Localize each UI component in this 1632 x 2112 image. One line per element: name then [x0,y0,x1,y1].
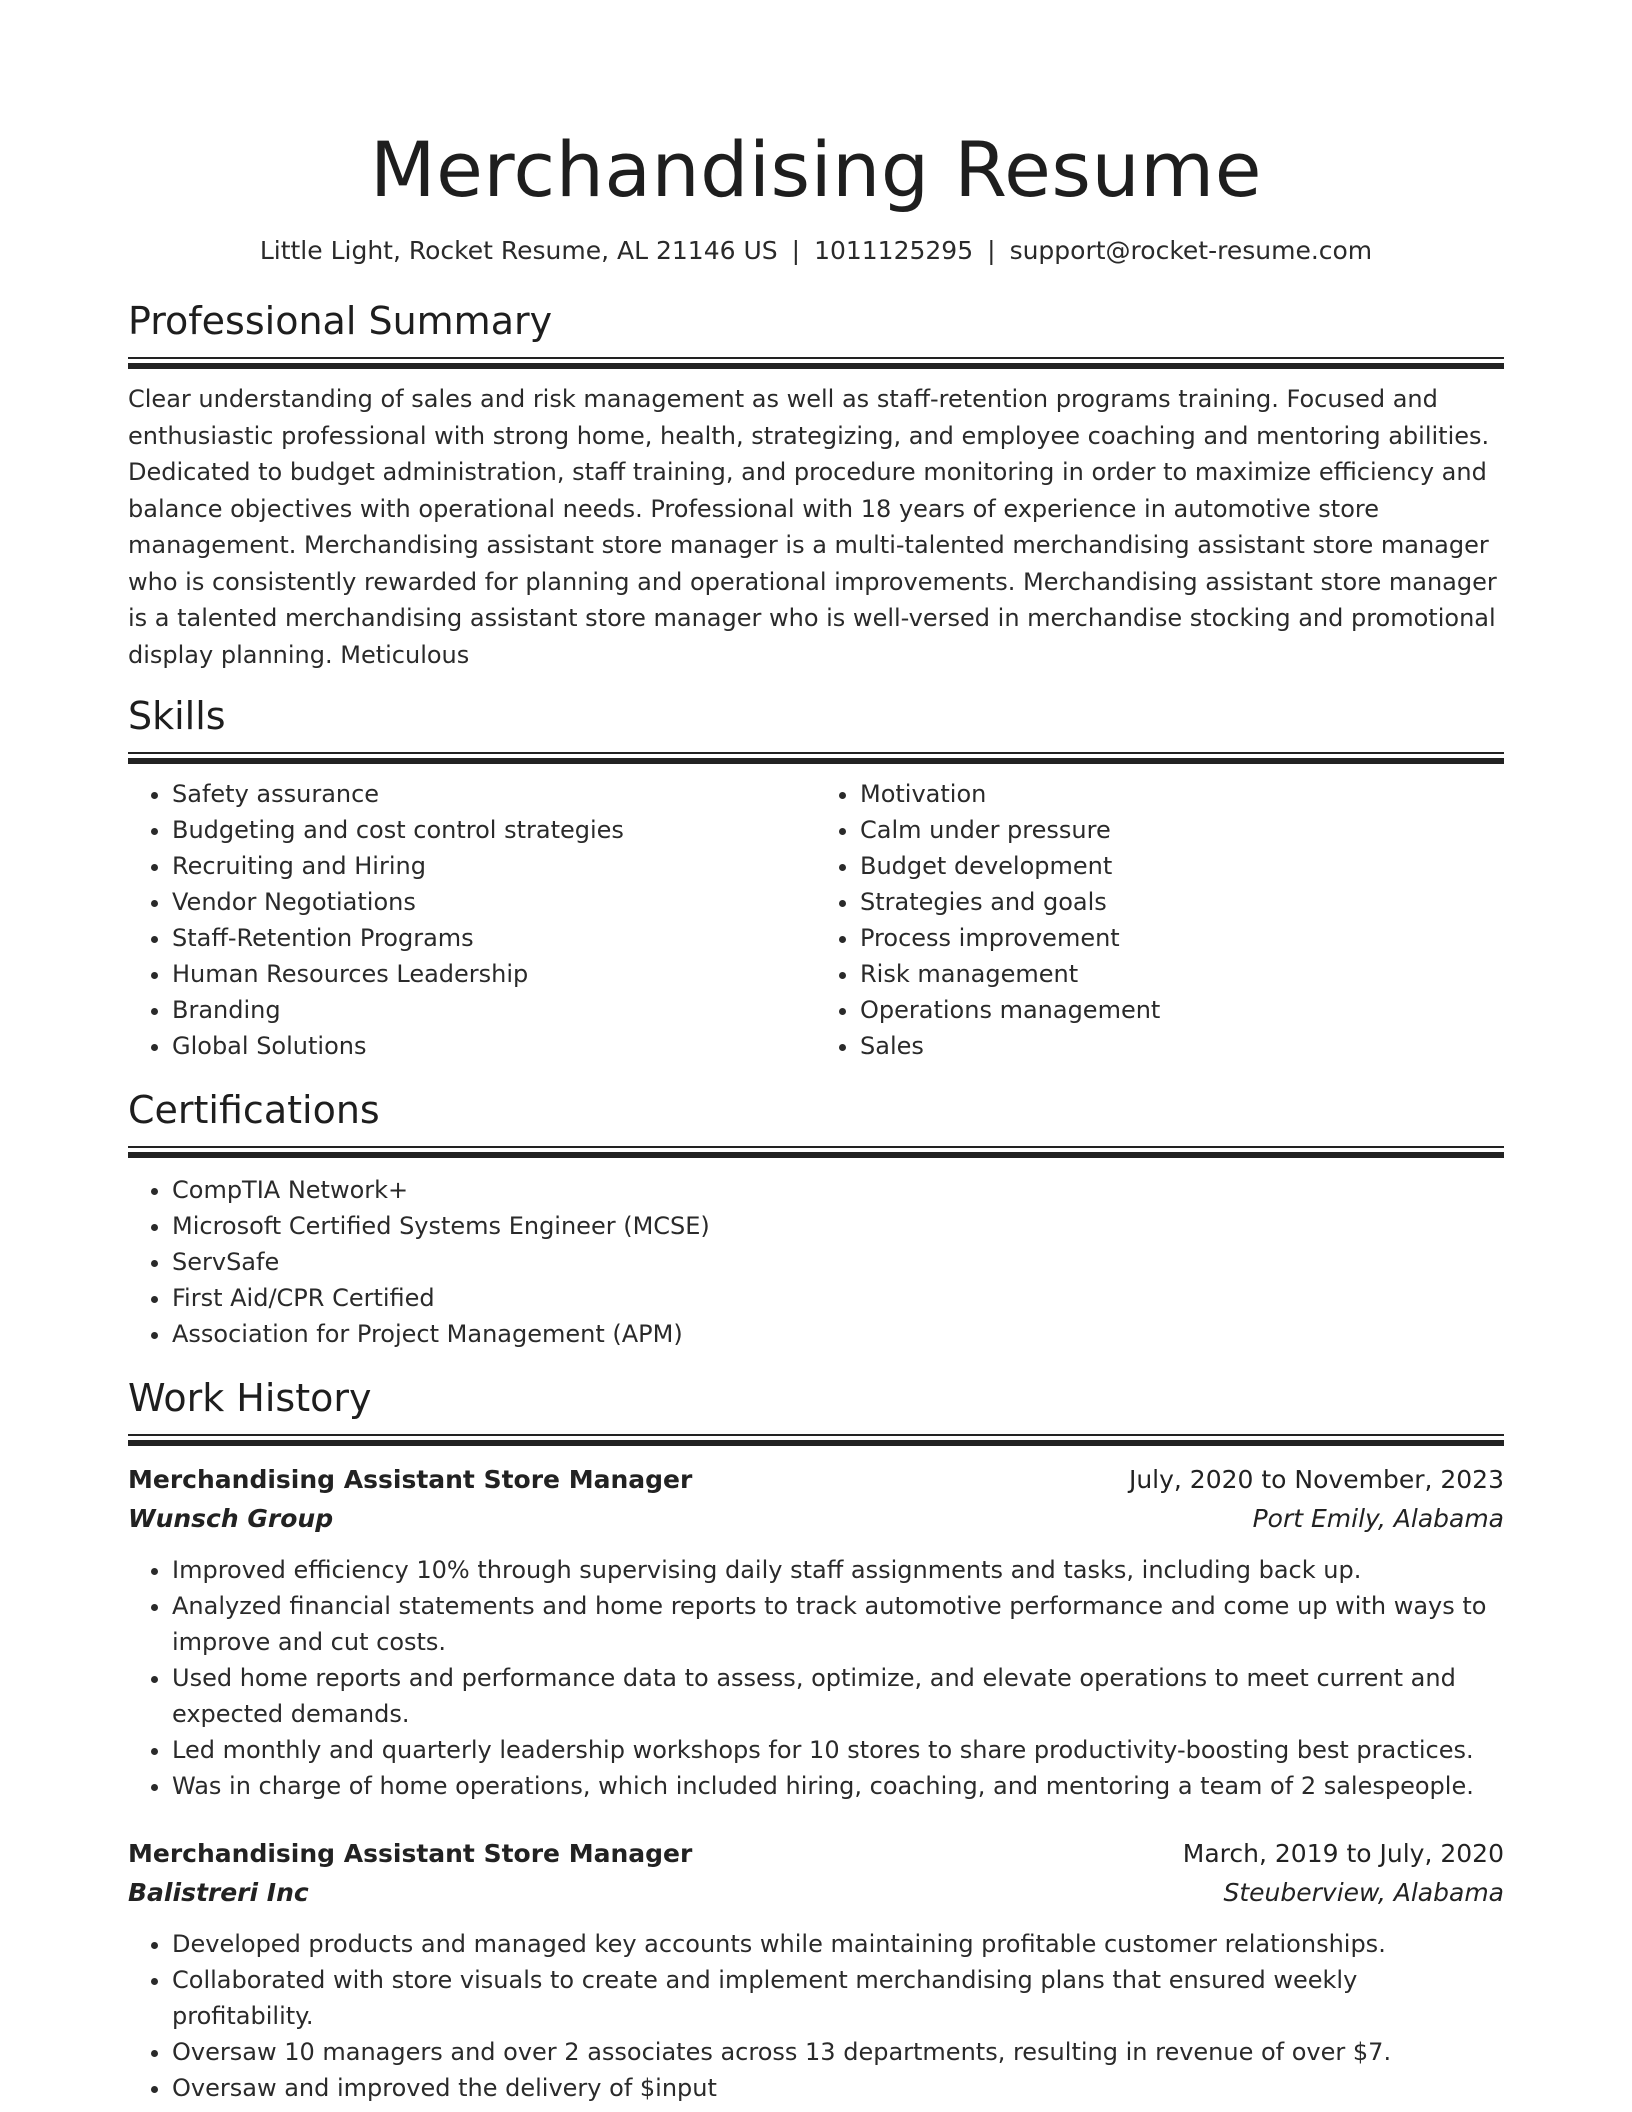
skill-item: • Budgeting and cost control strategies [172,812,816,848]
contact-phone: 1011125295 [814,236,974,265]
job-company: Wunsch Group [128,1504,334,1533]
skill-item: • Sales [860,1028,1504,1064]
skills-list-right [816,776,1504,1064]
skills-section [128,692,1504,1064]
job-title: Merchandising Assistant Store Manager [128,1465,693,1494]
job-bullet: • Developed products and managed key accounts while maintaining profitable customer relationships. [172,1926,1504,1962]
job-bullets [128,1552,1504,1804]
job-header-row [128,1460,1504,1499]
summary-section [128,297,1504,673]
skill-item: • Human Resources Leadership [172,956,816,992]
skills-columns [128,776,1504,1064]
job-bullet: • Analyzed financial statements and home reports to track automotive performance and come up with ways to improve and cut costs. [172,1588,1504,1660]
certifications-heading: Certifications [128,1088,380,1132]
section-divider [128,1146,1504,1158]
certification-item: • Microsoft Certified Systems Engineer (MCSE) [172,1208,1504,1244]
work-history-section [128,1374,1504,2106]
work-history-heading: Work History [128,1376,372,1420]
job-bullet: • Oversaw and improved the delivery of $input [172,2070,1504,2106]
skill-item: • Operations management [860,992,1504,1028]
job-dates: March, 2019 to July, 2020 [1182,1839,1504,1868]
resume-page [128,0,1504,2106]
job-bullets [128,1926,1504,2106]
job-bullet: • Led monthly and quarterly leadership workshops for 10 stores to share productivity-boosting best practices. [172,1732,1504,1768]
skill-item: • Safety assurance [172,776,816,812]
skill-item: • Calm under pressure [860,812,1504,848]
certification-item: • CompTIA Network+ [172,1172,1504,1208]
contact-separator: | [987,236,996,265]
section-divider [128,1434,1504,1446]
contact-separator: | [791,236,801,265]
summary-text: Clear understanding of sales and risk management as well as staff-retention programs training. Focused and enthusiastic professional with strong home, health, strategizing, and employee coaching and mentoring abilities. Dedicated to budget administration, staff training, and procedure monitoring in order to maximize efficiency and balance objectives with operational needs. Professional with 18 years of experience in automotive store management. Merchandising assistant store manager is a multi-talented merchandising assistant store manager who is consistently rewarded for planning and operational improvements. Merchandising assistant store manager is a talented merchandising assistant store manager who is well-versed in merchandise stocking and promotional display planning. Meticulous [128,385,1497,669]
skill-item: • Vendor Negotiations [172,884,816,920]
job-entry [128,1460,1504,1804]
skill-item: • Process improvement [860,920,1504,956]
certification-item: • First Aid/CPR Certified [172,1280,1504,1316]
section-divider [128,752,1504,764]
skills-list-left [128,776,816,1064]
job-header-row [128,1834,1504,1873]
job-title: Merchandising Assistant Store Manager [128,1839,693,1868]
job-location: Port Emily, Alabama [1252,1504,1504,1533]
resume-header [128,124,1504,268]
skill-item: • Budget development [860,848,1504,884]
section-divider [128,357,1504,369]
job-company: Balistreri Inc [128,1878,309,1907]
skill-item: • Motivation [860,776,1504,812]
job-bullet: • Improved efficiency 10% through supervising daily staff assignments and tasks, including back up. [172,1552,1504,1588]
skills-heading: Skills [128,694,226,738]
contact-line [128,234,1504,268]
job-bullet: • Collaborated with store visuals to create and implement merchandising plans that ensured weekly profitability. [172,1962,1504,2034]
certification-item: • ServSafe [172,1244,1504,1280]
skill-item: • Global Solutions [172,1028,816,1064]
certifications-list [128,1172,1504,1352]
contact-email: support@rocket-resume.com [1009,236,1373,265]
job-company-row [128,1499,1504,1538]
job-location: Steuberview, Alabama [1223,1878,1504,1907]
job-bullet: • Oversaw 10 managers and over 2 associates across 13 departments, resulting in revenue of over $7. [172,2034,1504,2070]
skill-item: • Branding [172,992,816,1028]
resume-name: Merchandising Resume [370,125,1262,214]
certification-item: • Association for Project Management (APM) [172,1316,1504,1352]
job-dates: July, 2020 to November, 2023 [1128,1465,1504,1494]
job-company-row [128,1873,1504,1912]
summary-heading: Professional Summary [128,299,553,343]
skill-item: • Recruiting and Hiring [172,848,816,884]
job-bullet: • Used home reports and performance data to assess, optimize, and elevate operations to meet current and expected demands. [172,1660,1504,1732]
contact-address: Little Light, Rocket Resume, AL 21146 US [259,236,778,265]
skill-item: • Staff-Retention Programs [172,920,816,956]
certifications-section [128,1086,1504,1352]
skill-item: • Strategies and goals [860,884,1504,920]
job-bullet: • Was in charge of home operations, which included hiring, coaching, and mentoring a team of 2 salespeople. [172,1768,1504,1804]
job-entry [128,1834,1504,2106]
skill-item: • Risk management [860,956,1504,992]
